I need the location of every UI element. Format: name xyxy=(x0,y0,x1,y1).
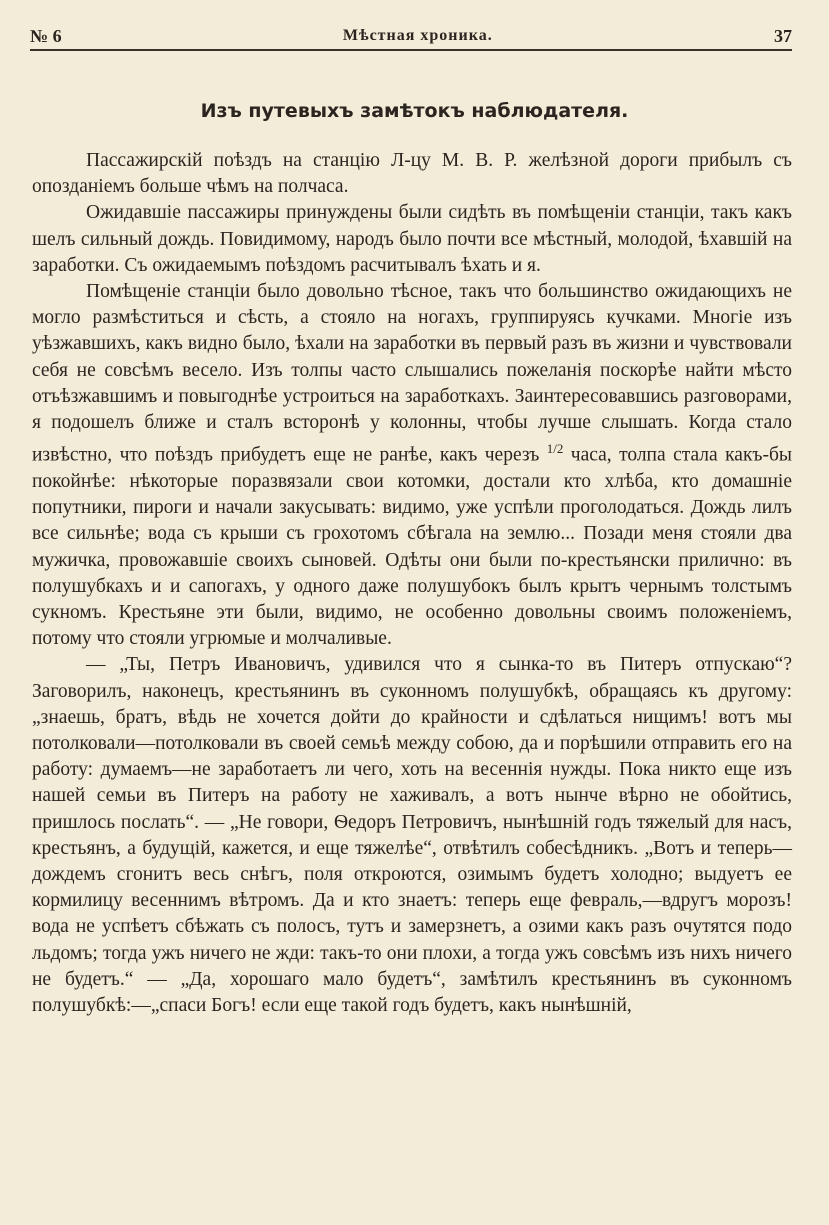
header-rule xyxy=(30,49,792,51)
page-header xyxy=(30,22,792,50)
paragraph-3-continued: часа, толпа стала какъ-бы покойнѣе: нѣкоторые поразвязали свои котомки, достали кто хлѣба, кто домашніе попутники, пироги и начали закусывать: видимо, уже успѣли проголодаться. Дождь лилъ все сильнѣе; вода съ крыши съ грохотомъ сбѣгала на землю... Позади меня стояли два мужичка, провожавшіе своихъ сыновей. Одѣты они были по-крестьянски прилично: въ полушубкахъ и и сапогахъ, у одного даже полушубокъ былъ крытъ чернымъ толстымъ сукномъ. Крестьяне эти были, видимо, не особенно довольны своимъ положеніемъ, потому что стояли угрюмые и молчаливые. xyxy=(32,444,793,650)
paragraph-3-text: Помѣщеніе станціи было довольно тѣсное, такъ что большинство ожидающихъ не могло размѣститься и сѣсть, а стояло на ногахъ, группируясь кучками. Многіе изъ уѣзжавшихъ, какъ видно было, ѣхали на заработки въ первый разъ въ жизни и чувствовали себя не совсѣмъ весело. Изъ толпы часто слышались пожеланія поскорѣе найти мѣсто отъѣзжавшимъ и повыгоднѣе устроиться на заработкахъ. Заинтересовавшись разговорами, я подошелъ ближе и сталъ всторонѣ у колонны, чтобы лучше слышать. Когда стало извѣстно, что поѣздъ прибудетъ еще не ранѣе, какъ черезъ xyxy=(32,281,792,466)
section-title: Мѣстная хроника. xyxy=(342,27,493,44)
fraction: 1/2 xyxy=(546,441,564,457)
paragraph-3 xyxy=(32,279,792,652)
issue-number: № 6 xyxy=(30,25,62,46)
paragraph-4: — „Ты, Петръ Ивановичъ, удивился что я сынка-то въ Питеръ отпускаю“? Заговорилъ, наконецъ, крестьянинъ въ суконномъ полушубкѣ, обращаясь къ другому: „знаешь, братъ, вѣдь не хочется дойти до крайности и сдѣлаться нищимъ! вотъ мы потолковали—потолковали въ своей семьѣ между собою, да и порѣшили отправить его на работу: думаемъ—не заработаетъ ли чего, хоть на весеннія нужды. Пока никто еще изъ нашей семьи въ Питеръ на работу не хаживалъ, а вотъ нынче вѣрно не обойтись, пришлось послать“. — „Не говори, Ѳедоръ Петровичъ, нынѣшній годъ тяжелый для насъ, крестьянъ, а будущій, кажется, и еще тяжелѣе“, отвѣтилъ собесѣдникъ. „Вотъ и теперь—дождемъ сгонитъ весь снѣгъ, поля откроются, озимымъ будетъ холодно; выдуетъ ее кормилицу весеннимъ вѣтромъ. Да и кто знаетъ: теперь еще февраль,—вдругъ морозъ! вода не успѣетъ сбѣжать съ полосъ, тутъ и замерзнетъ, а озими какъ разъ очутятся подо льдомъ; тогда ужъ ничего не жди: такъ-то они плохи, а тогда ужъ совсѣмъ изъ нихъ ничего не будетъ.“ — „Да, хорошаго мало будетъ“, замѣтилъ крестьянинъ въ суконномъ полушубкѣ:—„спаси Богъ! если еще такой годъ будетъ, какъ нынѣшній, xyxy=(32,654,792,1016)
page-number: 37 xyxy=(773,25,792,46)
paragraph-2: Ожидавшіе пассажиры принуждены были сидѣть въ помѣщеніи станціи, такъ какъ шелъ сильный дождь. Повидимому, народъ было почти все мѣстный, молодой, ѣхавшій на заработки. Съ ожидаемымъ поѣздомъ расчитывалъ ѣхать и я. xyxy=(32,202,792,276)
paragraph-1: Пассажирскій поѣздъ на станцію Л-цу М. В. Р. желѣзной дороги прибылъ съ опозданіемъ больше чѣмъ на полчаса. xyxy=(32,150,792,198)
article-title: Изъ путевыхъ замѣтокъ наблюдателя. xyxy=(200,100,629,122)
article-body xyxy=(32,148,792,1019)
